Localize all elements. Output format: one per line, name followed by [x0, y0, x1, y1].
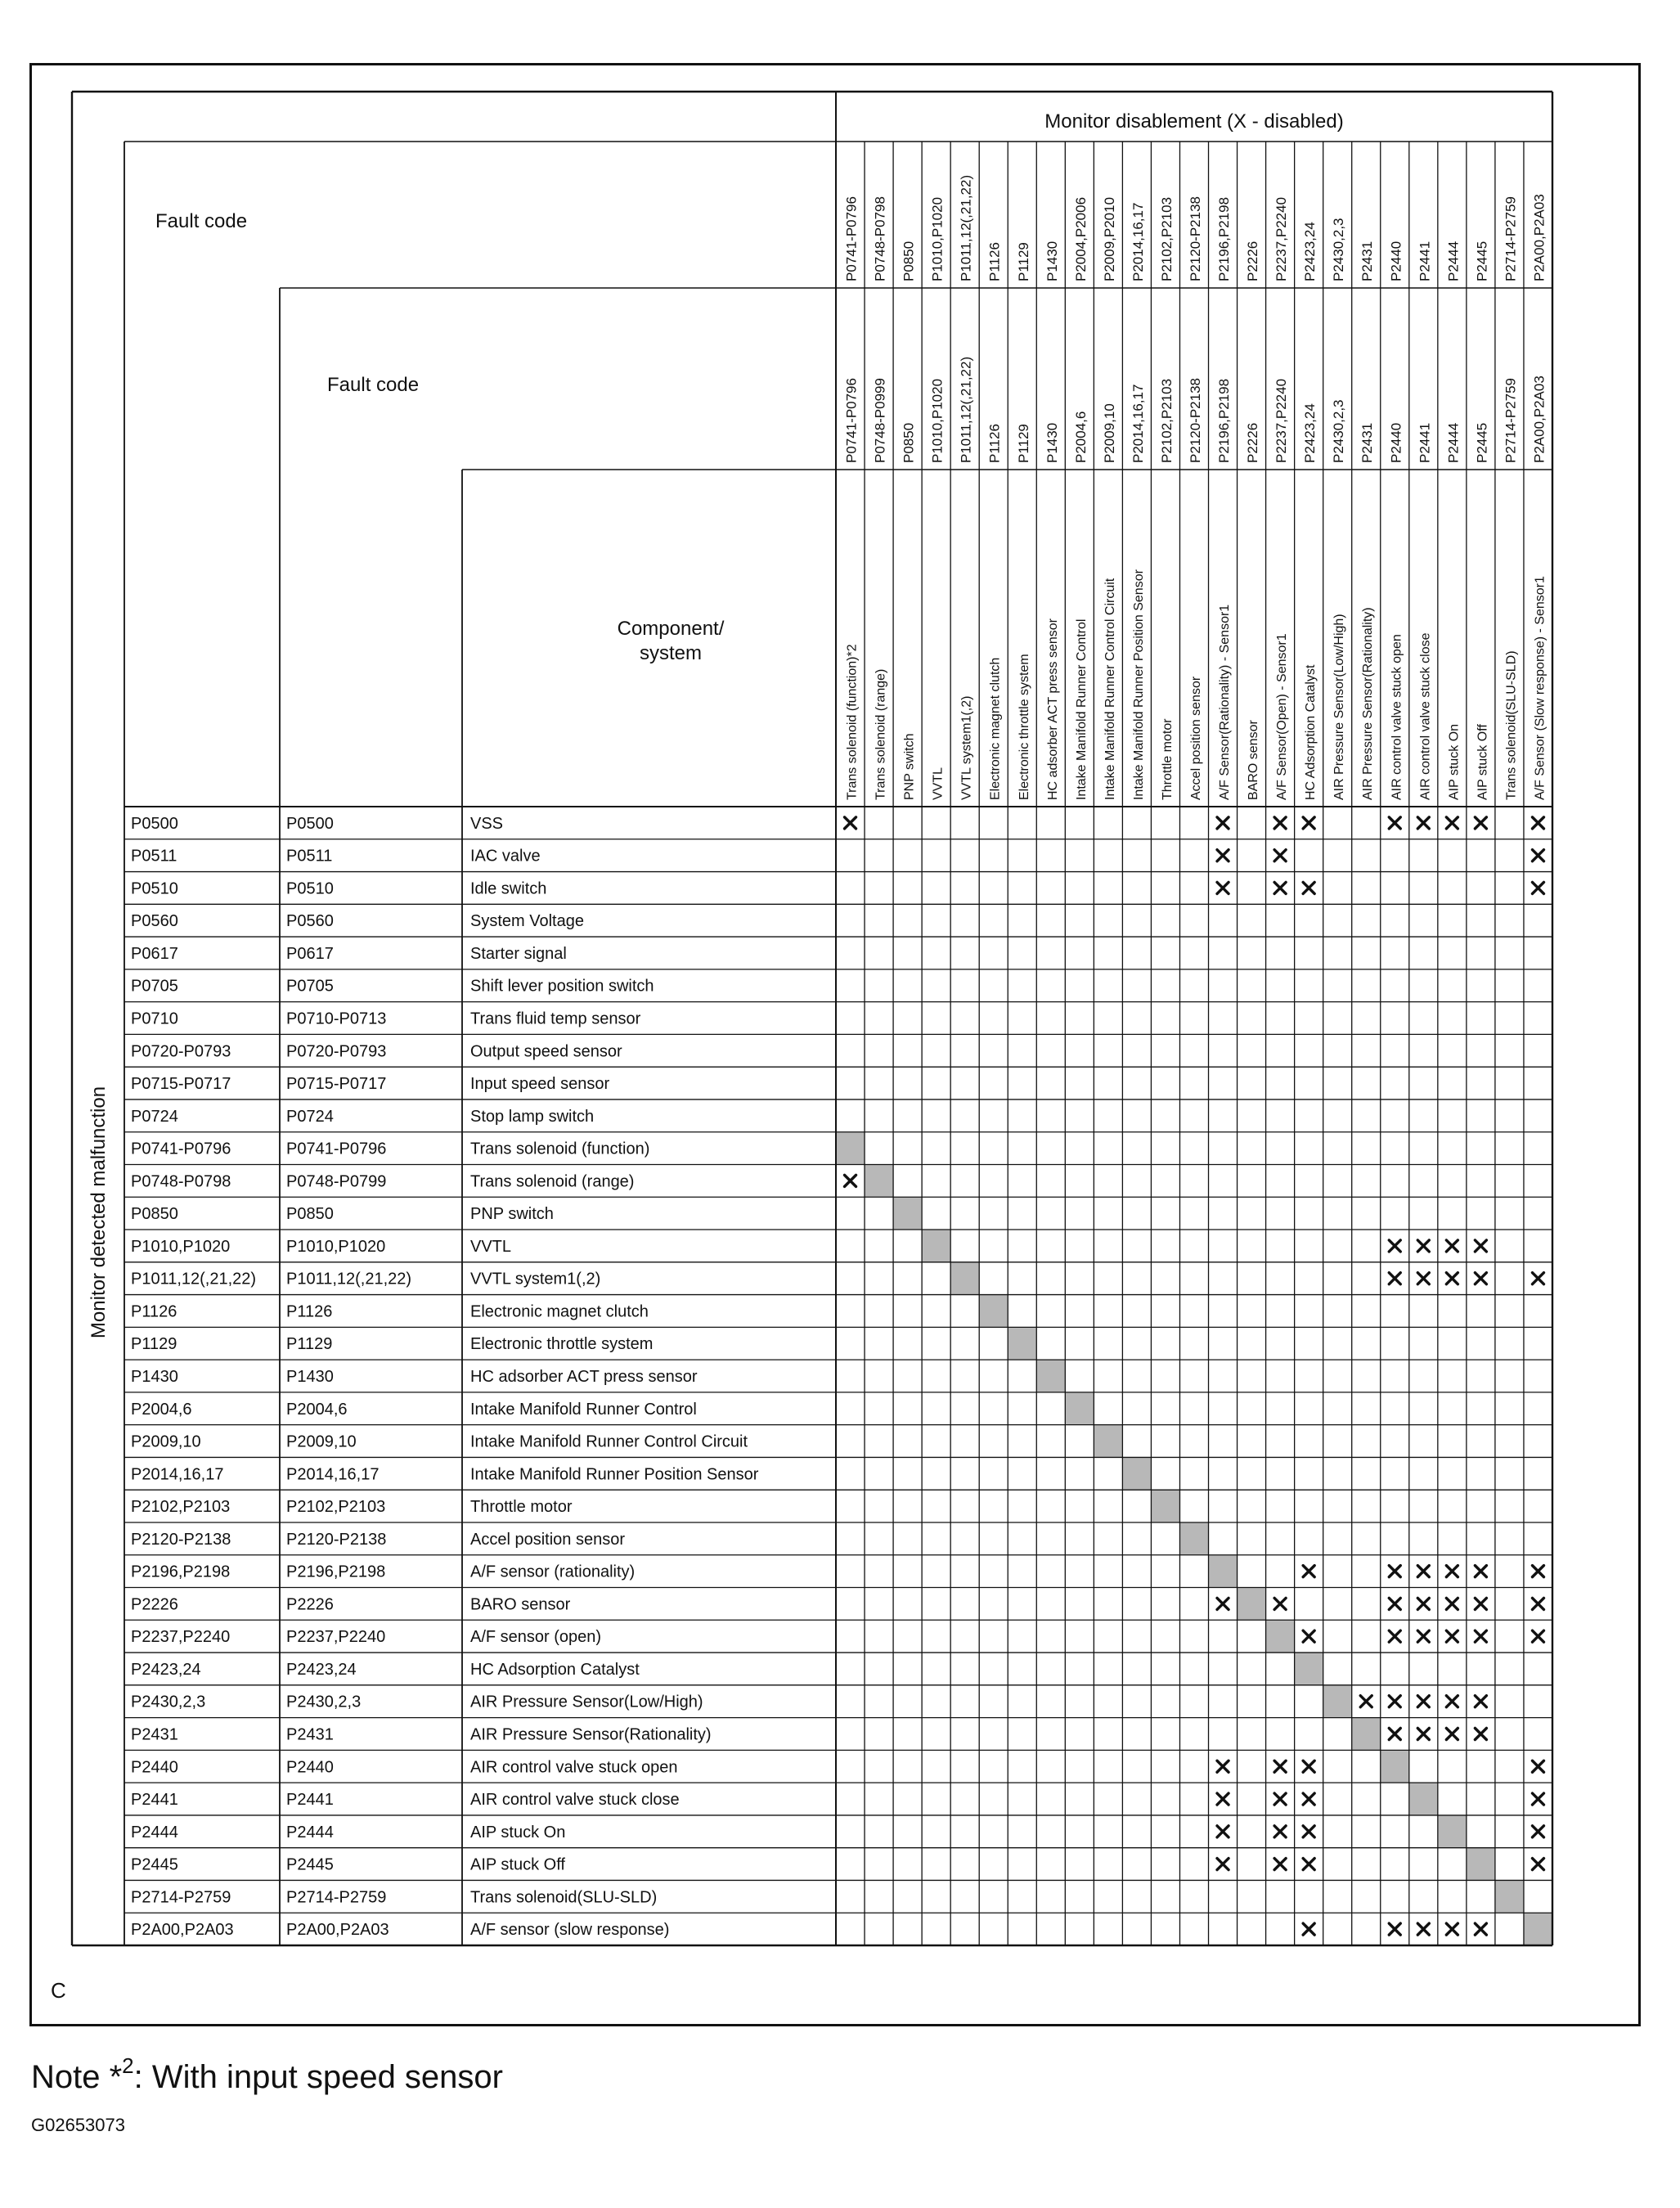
- figure-id: G02653073: [31, 2115, 125, 2135]
- row-code-detected: P2714-P2759: [131, 1888, 231, 1907]
- column-code-mid: P2009,10: [1101, 403, 1117, 463]
- diagonal-shaded-cell: [1209, 1555, 1238, 1588]
- row-component: Accel position sensor: [470, 1530, 625, 1549]
- row-code: P2714-P2759: [286, 1888, 387, 1907]
- row-code: P0724: [286, 1107, 334, 1126]
- row-code: P1129: [286, 1335, 333, 1354]
- column-code-top: P2441: [1417, 241, 1433, 281]
- x-mark: [1446, 817, 1458, 829]
- column-component: Trans solenoid (range): [874, 668, 888, 800]
- column-code-mid: P0748-P0999: [872, 378, 888, 463]
- diagonal-shaded-cell: [836, 1132, 865, 1165]
- column-component: Throttle motor: [1160, 718, 1175, 800]
- row-component: Throttle motor: [470, 1498, 573, 1517]
- column-code-top: P2444: [1445, 241, 1462, 281]
- row-component: Trans fluid temp sensor: [470, 1010, 641, 1028]
- column-component: A/F Sensor (Slow response) - Sensor1: [1533, 576, 1547, 800]
- column-code-top: P2102,P2103: [1158, 196, 1175, 281]
- column-code-mid: P2444: [1445, 422, 1462, 463]
- column-code-mid: P2445: [1474, 422, 1490, 463]
- x-mark: [1532, 1273, 1543, 1284]
- row-component: Stop lamp switch: [470, 1107, 595, 1126]
- row-code-detected: P2444: [131, 1823, 178, 1841]
- x-mark: [1389, 1566, 1400, 1577]
- row-code-detected: P2120-P2138: [131, 1530, 231, 1549]
- row-code: P2A00,P2A03: [286, 1921, 389, 1940]
- x-mark: [1389, 1696, 1400, 1707]
- diagonal-shaded-cell: [950, 1262, 979, 1295]
- x-mark: [1217, 882, 1229, 893]
- x-mark: [1417, 1273, 1429, 1284]
- column-code-mid: P2430,2,3: [1331, 399, 1347, 463]
- x-mark: [1446, 1273, 1458, 1284]
- row-code-detected: P2102,P2103: [131, 1498, 231, 1517]
- column-code-mid: P2014,16,17: [1130, 384, 1146, 463]
- diagonal-shaded-cell: [1065, 1392, 1094, 1425]
- column-code-top: P2120-P2138: [1188, 196, 1203, 281]
- x-mark: [1475, 1696, 1486, 1707]
- row-code: P2423,24: [286, 1660, 357, 1679]
- x-mark: [1389, 1728, 1400, 1739]
- row-code: P0705: [286, 977, 334, 996]
- column-code-top: P2430,2,3: [1331, 218, 1347, 281]
- row-code-detected: P2445: [131, 1855, 178, 1874]
- row-component: Output speed sensor: [470, 1042, 622, 1061]
- x-mark: [1217, 1761, 1229, 1772]
- row-component: A/F sensor (rationality): [470, 1563, 636, 1581]
- x-mark: [1389, 1273, 1400, 1284]
- x-mark: [1475, 817, 1486, 829]
- row-component: BARO sensor: [470, 1595, 571, 1614]
- x-mark: [1475, 1630, 1486, 1642]
- x-mark: [1446, 1566, 1458, 1577]
- x-mark: [1475, 1240, 1486, 1252]
- x-mark: [1417, 1240, 1429, 1252]
- column-code-top: P2A00,P2A03: [1531, 194, 1547, 281]
- row-code: P2444: [286, 1823, 334, 1841]
- row-code: P2431: [286, 1725, 334, 1744]
- column-code-mid: P2423,24: [1302, 403, 1318, 463]
- column-code-mid: P1011,12(,21,22): [958, 356, 974, 463]
- row-component: Trans solenoid (range): [470, 1172, 635, 1191]
- column-component: AIR Pressure Sensor(Rationality): [1361, 607, 1376, 800]
- column-code-top: P2196,P2198: [1216, 196, 1233, 281]
- row-code-detected: P2226: [131, 1595, 178, 1614]
- x-mark: [1274, 817, 1286, 829]
- column-code-top: P2445: [1474, 241, 1490, 281]
- column-code-mid: P2102,P2103: [1158, 378, 1175, 463]
- x-mark: [1417, 1566, 1429, 1577]
- note-text: : With input speed sensor: [133, 2059, 503, 2095]
- x-mark: [1532, 1630, 1543, 1642]
- fault-code-label-inner: Fault code: [327, 374, 420, 396]
- row-code-detected: P2430,2,3: [131, 1693, 206, 1711]
- row-code: P0710-P0713: [286, 1010, 387, 1028]
- x-mark: [1303, 1566, 1314, 1577]
- column-component: VVTL: [931, 767, 946, 800]
- row-component: Electronic magnet clutch: [470, 1302, 649, 1321]
- column-component: AIR Pressure Sensor(Low/High): [1332, 614, 1347, 800]
- column-code-top: P1010,P1020: [929, 196, 946, 281]
- column-component: AIP stuck Off: [1476, 724, 1490, 800]
- x-mark: [1475, 1728, 1486, 1739]
- row-code: P0720-P0793: [286, 1042, 387, 1061]
- row-code: P0850: [286, 1205, 334, 1224]
- row-code-detected: P0741-P0796: [131, 1140, 231, 1158]
- row-component: VVTL: [470, 1237, 512, 1256]
- column-code-mid: P1430: [1044, 422, 1060, 463]
- column-component: Accel position sensor: [1189, 676, 1203, 800]
- row-component: AIR Pressure Sensor(Low/High): [470, 1693, 703, 1711]
- column-code-mid: P1126: [986, 424, 1003, 463]
- x-mark: [1475, 1566, 1486, 1577]
- row-component: AIR control valve stuck open: [470, 1758, 678, 1777]
- x-mark: [1303, 1630, 1314, 1642]
- row-code-detected: P1129: [131, 1335, 177, 1354]
- x-mark: [1217, 817, 1229, 829]
- column-code-top: P0748-P0798: [872, 196, 888, 281]
- x-mark: [1417, 1728, 1429, 1739]
- corner-letter: C: [51, 1978, 66, 2003]
- column-code-mid: P2440: [1388, 422, 1404, 463]
- row-code: P2226: [286, 1595, 334, 1614]
- x-mark: [1274, 1859, 1286, 1870]
- column-component: AIR control valve stuck close: [1418, 632, 1433, 800]
- x-mark: [1303, 1923, 1314, 1935]
- x-mark: [1532, 850, 1543, 861]
- diagonal-shaded-cell: [1295, 1653, 1323, 1685]
- fault-code-label-outer: Fault code: [155, 210, 248, 232]
- column-code-top: P1011,12(,21,22): [958, 174, 974, 281]
- row-code: P2237,P2240: [286, 1628, 386, 1647]
- row-component: AIR control valve stuck close: [470, 1791, 680, 1810]
- x-mark: [1532, 1566, 1543, 1577]
- diagonal-shaded-cell: [1467, 1848, 1495, 1881]
- x-mark: [1217, 1598, 1229, 1609]
- row-code: P2441: [286, 1791, 334, 1810]
- row-component: A/F sensor (slow response): [470, 1921, 670, 1940]
- row-code: P0748-P0799: [286, 1172, 387, 1191]
- diagonal-shaded-cell: [922, 1230, 950, 1262]
- x-mark: [1217, 1793, 1229, 1805]
- column-component: AIR control valve stuck open: [1390, 634, 1404, 800]
- column-code-top: P2714-P2759: [1503, 196, 1519, 281]
- column-code-mid: P0741-P0796: [843, 378, 860, 463]
- row-code-detected: P0705: [131, 977, 178, 996]
- row-component: Idle switch: [470, 879, 547, 898]
- row-component: Intake Manifold Runner Position Sensor: [470, 1465, 759, 1484]
- row-component: Trans solenoid (function): [470, 1140, 650, 1158]
- row-code-detected: P0850: [131, 1205, 178, 1224]
- row-code-detected: P2441: [131, 1791, 178, 1810]
- diagonal-shaded-cell: [1266, 1620, 1295, 1653]
- x-mark: [1532, 817, 1543, 829]
- x-mark: [1417, 1696, 1429, 1707]
- x-mark: [1303, 1859, 1314, 1870]
- column-component: Trans solenoid (function)*2: [845, 644, 860, 800]
- row-component: HC adsorber ACT press sensor: [470, 1368, 698, 1386]
- column-code-mid: P2226: [1245, 422, 1261, 463]
- diagonal-shaded-cell: [1122, 1457, 1151, 1490]
- row-component: Shift lever position switch: [470, 977, 654, 996]
- row-code: P2430,2,3: [286, 1693, 362, 1711]
- x-mark: [1532, 1826, 1543, 1837]
- column-component: VVTL system1(,2): [959, 695, 974, 800]
- row-component: System Voltage: [470, 912, 584, 931]
- column-component: A/F Sensor(Rationality) - Sensor1: [1218, 604, 1233, 800]
- x-mark: [1274, 1826, 1286, 1837]
- x-mark: [1532, 1793, 1543, 1805]
- row-code-detected: P2009,10: [131, 1432, 201, 1451]
- column-component: Electronic throttle system: [1017, 654, 1031, 800]
- row-code-detected: P1430: [131, 1368, 178, 1386]
- row-code: P1430: [286, 1368, 334, 1386]
- x-mark: [1446, 1598, 1458, 1609]
- column-code-mid: P2714-P2759: [1503, 378, 1519, 463]
- column-code-mid: P0850: [901, 422, 917, 463]
- column-component: HC Adsorption Catalyst: [1304, 664, 1318, 800]
- x-mark: [1360, 1696, 1372, 1707]
- column-code-mid: P2196,P2198: [1216, 378, 1233, 463]
- row-code-detected: P0510: [131, 879, 178, 898]
- row-code: P0560: [286, 912, 334, 931]
- row-component: HC Adsorption Catalyst: [470, 1660, 640, 1679]
- row-code: P2440: [286, 1758, 334, 1777]
- column-component: HC adsorber ACT press sensor: [1045, 618, 1060, 800]
- column-code-mid: P2A00,P2A03: [1531, 375, 1547, 463]
- x-mark: [1532, 882, 1543, 893]
- note-superscript: 2: [122, 2053, 134, 2078]
- row-code-detected: P2A00,P2A03: [131, 1921, 234, 1940]
- column-component: AIP stuck On: [1447, 723, 1462, 800]
- row-code: P1010,P1020: [286, 1237, 386, 1256]
- column-code-mid: P2431: [1359, 422, 1376, 463]
- row-code: P0510: [286, 879, 334, 898]
- diagonal-shaded-cell: [1008, 1327, 1036, 1360]
- row-code-detected: P0710: [131, 1010, 178, 1028]
- row-code-detected: P2196,P2198: [131, 1563, 231, 1581]
- x-mark: [1446, 1728, 1458, 1739]
- column-code-top: P2423,24: [1302, 222, 1318, 281]
- column-code-mid: P2120-P2138: [1188, 378, 1203, 463]
- diagonal-shaded-cell: [1524, 1913, 1552, 1945]
- row-code: P2014,16,17: [286, 1465, 380, 1484]
- x-mark: [1217, 1859, 1229, 1870]
- row-code: P2009,10: [286, 1432, 357, 1451]
- column-code-top: P0741-P0796: [843, 196, 860, 281]
- x-mark: [845, 817, 856, 829]
- column-code-top: P2440: [1388, 241, 1404, 281]
- row-group-label: Monitor detected malfunction: [88, 1086, 110, 1339]
- row-component: Starter signal: [470, 944, 567, 963]
- column-code-mid: P1129: [1015, 424, 1031, 463]
- x-mark: [1417, 1923, 1429, 1935]
- row-component: IAC valve: [470, 847, 541, 866]
- column-code-top: P1129: [1015, 242, 1031, 281]
- x-mark: [1274, 1761, 1286, 1772]
- row-component: Intake Manifold Runner Control Circuit: [470, 1432, 748, 1451]
- note-prefix: Note *: [31, 2059, 123, 2095]
- row-component: A/F sensor (open): [470, 1628, 602, 1647]
- row-code: P0715-P0717: [286, 1075, 387, 1094]
- column-component: BARO sensor: [1247, 720, 1261, 800]
- x-mark: [1303, 817, 1314, 829]
- diagonal-shaded-cell: [979, 1295, 1008, 1328]
- x-mark: [1446, 1240, 1458, 1252]
- x-mark: [1274, 850, 1286, 861]
- column-component: Electronic magnet clutch: [988, 657, 1003, 800]
- x-mark: [1274, 882, 1286, 893]
- row-code-detected: P0500: [131, 814, 178, 833]
- x-mark: [1532, 1598, 1543, 1609]
- row-code-detected: P0715-P0717: [131, 1075, 231, 1094]
- x-mark: [1475, 1598, 1486, 1609]
- column-code-top: P2014,16,17: [1130, 202, 1146, 281]
- diagonal-shaded-cell: [893, 1197, 922, 1230]
- column-code-mid: P2004,6: [1072, 411, 1089, 463]
- footnote: [31, 2053, 503, 2096]
- row-component: Input speed sensor: [470, 1075, 610, 1094]
- column-component: Intake Manifold Runner Control Circuit: [1103, 578, 1117, 800]
- row-component: AIR Pressure Sensor(Rationality): [470, 1725, 712, 1744]
- x-mark: [1532, 1761, 1543, 1772]
- x-mark: [1446, 1923, 1458, 1935]
- diagonal-shaded-cell: [1036, 1360, 1065, 1392]
- component-label: Component/: [617, 618, 725, 640]
- row-code-detected: P0720-P0793: [131, 1042, 231, 1061]
- row-code-detected: P2014,16,17: [131, 1465, 224, 1484]
- diagonal-shaded-cell: [1323, 1685, 1352, 1718]
- x-mark: [1389, 1923, 1400, 1935]
- row-code-detected: P1126: [131, 1302, 177, 1321]
- diagonal-shaded-cell: [1151, 1490, 1179, 1522]
- row-code-detected: P2004,6: [131, 1400, 192, 1419]
- x-mark: [1303, 1793, 1314, 1805]
- x-mark: [1389, 1630, 1400, 1642]
- diagonal-shaded-cell: [1352, 1718, 1381, 1751]
- x-mark: [1475, 1273, 1486, 1284]
- column-code-mid: P1010,P1020: [929, 378, 946, 463]
- column-code-top: P1126: [986, 242, 1003, 281]
- x-mark: [1417, 1598, 1429, 1609]
- diagonal-shaded-cell: [1438, 1815, 1467, 1848]
- diagonal-shaded-cell: [1409, 1783, 1438, 1815]
- row-component: PNP switch: [470, 1205, 554, 1224]
- column-code-mid: P2441: [1417, 422, 1433, 463]
- x-mark: [1475, 1923, 1486, 1935]
- column-code-top: P2237,P2240: [1273, 196, 1290, 281]
- row-code: P0511: [286, 847, 333, 866]
- x-mark: [1303, 882, 1314, 893]
- column-component: Trans solenoid(SLU-SLD): [1504, 650, 1519, 800]
- component-label: system: [639, 642, 703, 664]
- row-component: VVTL system1(,2): [470, 1270, 601, 1288]
- x-mark: [1217, 850, 1229, 861]
- diagonal-shaded-cell: [1495, 1880, 1524, 1913]
- column-code-top: P2226: [1245, 241, 1261, 281]
- row-code-detected: P0511: [131, 847, 177, 866]
- row-code-detected: P2237,P2240: [131, 1628, 231, 1647]
- row-code: P2196,P2198: [286, 1563, 386, 1581]
- row-component: AIP stuck Off: [470, 1855, 565, 1874]
- diagonal-shaded-cell: [1179, 1522, 1208, 1555]
- row-code: P0500: [286, 814, 334, 833]
- x-mark: [1389, 1240, 1400, 1252]
- row-component: VSS: [470, 814, 504, 833]
- row-code: P2102,P2103: [286, 1498, 386, 1517]
- row-code-detected: P1010,P1020: [131, 1237, 231, 1256]
- row-code: P1126: [286, 1302, 333, 1321]
- row-code: P1011,12(,21,22): [286, 1270, 412, 1288]
- column-code-mid: P2237,P2240: [1273, 378, 1290, 463]
- diagonal-shaded-cell: [1381, 1750, 1409, 1783]
- x-mark: [845, 1175, 856, 1186]
- column-component: Intake Manifold Runner Control: [1074, 618, 1089, 800]
- column-component: Intake Manifold Runner Position Sensor: [1131, 569, 1146, 800]
- diagonal-shaded-cell: [865, 1164, 893, 1197]
- x-mark: [1446, 1630, 1458, 1642]
- row-code-detected: P0748-P0798: [131, 1172, 231, 1191]
- column-code-top: P1430: [1044, 241, 1060, 281]
- row-component: Intake Manifold Runner Control: [470, 1400, 697, 1419]
- row-code: P2004,6: [286, 1400, 348, 1419]
- row-code: P2445: [286, 1855, 334, 1874]
- x-mark: [1532, 1859, 1543, 1870]
- x-mark: [1274, 1598, 1286, 1609]
- x-mark: [1274, 1793, 1286, 1805]
- row-component: Electronic throttle system: [470, 1335, 654, 1354]
- row-code: P0741-P0796: [286, 1140, 387, 1158]
- diagonal-shaded-cell: [1238, 1588, 1266, 1621]
- monitor-header: Monitor disablement (X - disabled): [1044, 110, 1344, 133]
- row-code: P2120-P2138: [286, 1530, 387, 1549]
- x-mark: [1446, 1696, 1458, 1707]
- row-code-detected: P2440: [131, 1758, 178, 1777]
- column-component: A/F Sensor(Open) - Sensor1: [1275, 633, 1290, 800]
- column-code-top: P2009,P2010: [1101, 196, 1117, 281]
- row-component: Trans solenoid(SLU-SLD): [470, 1888, 658, 1907]
- column-code-top: P2004,P2006: [1072, 196, 1089, 281]
- x-mark: [1417, 817, 1429, 829]
- column-code-top: P0850: [901, 241, 917, 281]
- x-mark: [1389, 817, 1400, 829]
- column-code-top: P2431: [1359, 241, 1376, 281]
- diagonal-shaded-cell: [1094, 1425, 1122, 1458]
- row-code-detected: P2431: [131, 1725, 178, 1744]
- row-code-detected: P2423,24: [131, 1660, 201, 1679]
- x-mark: [1417, 1630, 1429, 1642]
- x-mark: [1217, 1826, 1229, 1837]
- row-code-detected: P0560: [131, 912, 178, 931]
- x-mark: [1389, 1598, 1400, 1609]
- row-code-detected: P0724: [131, 1107, 178, 1126]
- x-mark: [1303, 1761, 1314, 1772]
- row-code-detected: P0617: [131, 944, 178, 963]
- row-component: AIP stuck On: [470, 1823, 566, 1841]
- x-mark: [1303, 1826, 1314, 1837]
- column-component: PNP switch: [902, 733, 917, 800]
- row-code-detected: P1011,12(,21,22): [131, 1270, 257, 1288]
- row-code: P0617: [286, 944, 334, 963]
